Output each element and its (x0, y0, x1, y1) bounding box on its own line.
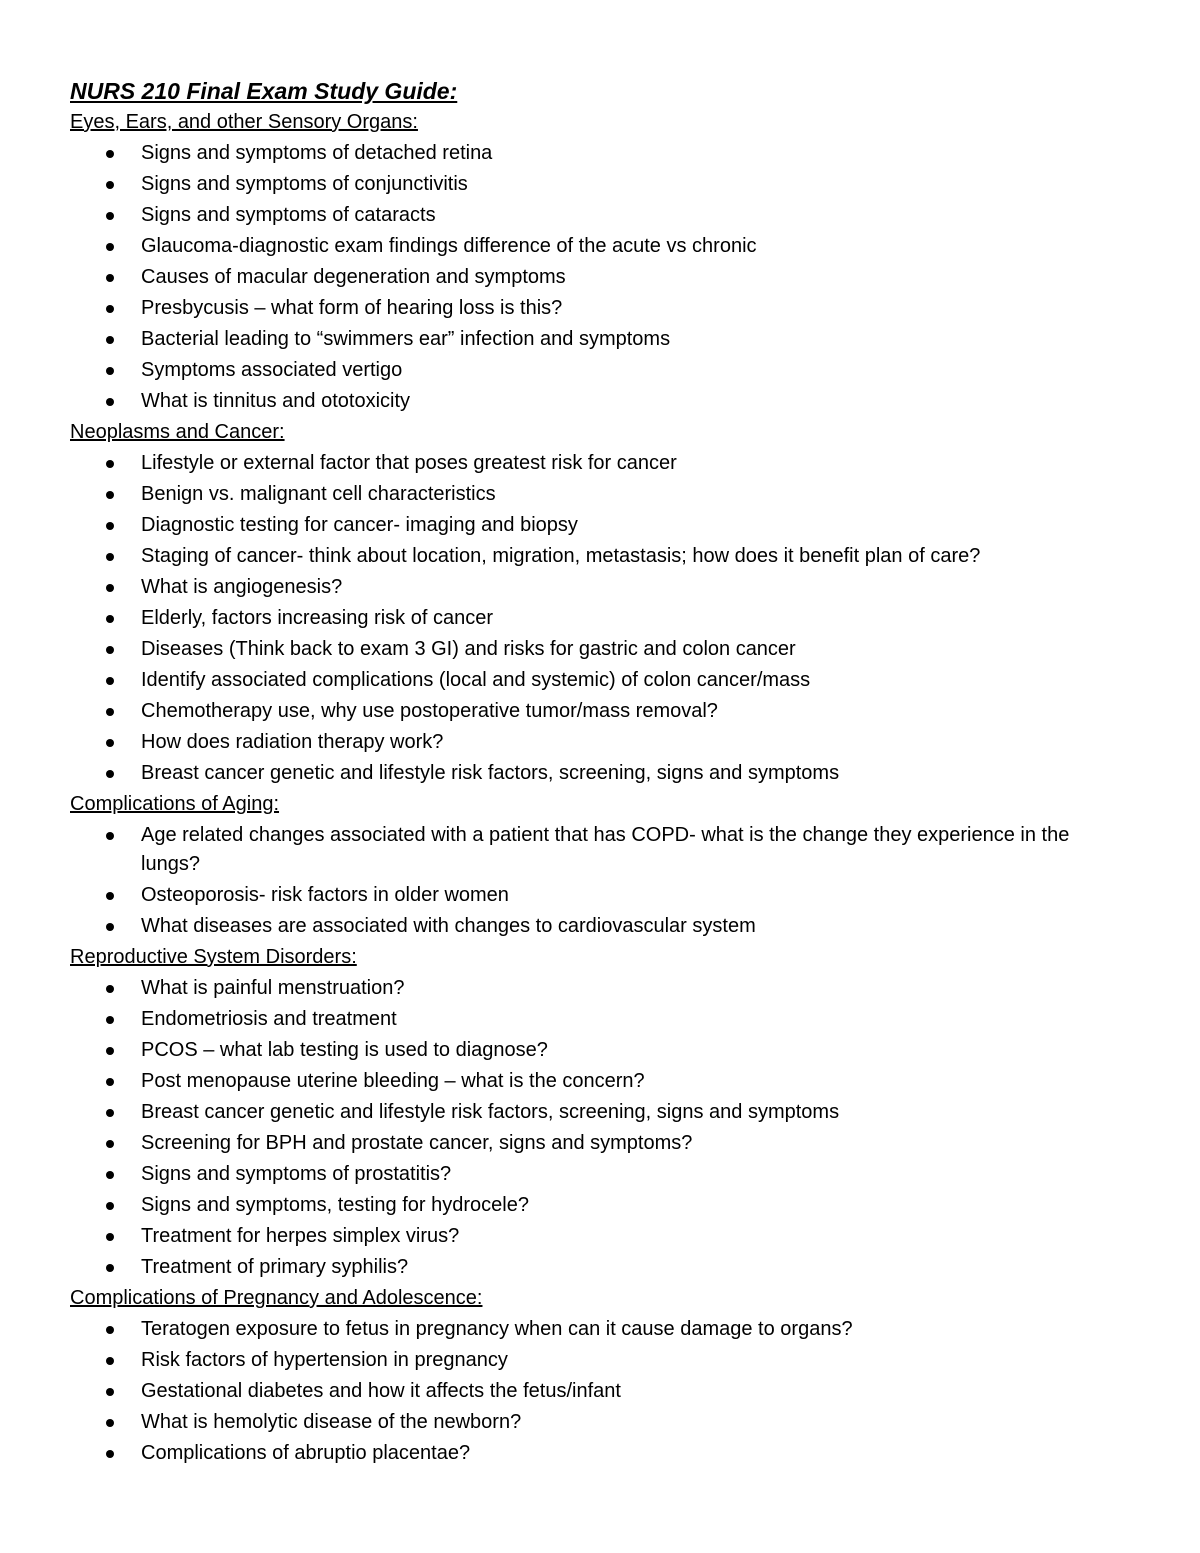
list-item (70, 200, 1130, 231)
bullet-icon (106, 615, 114, 623)
list-item-text: Presbycusis – what form of hearing loss is this? (141, 297, 563, 319)
list-item (70, 880, 1130, 911)
list-item-text: Chemotherapy use, why use postoperative tumor/mass removal? (141, 700, 718, 722)
list-item (70, 665, 1130, 696)
bullet-icon (106, 243, 114, 251)
list-item (70, 1035, 1130, 1066)
section-neoplasms-cancer (70, 417, 1130, 789)
bullet-icon (106, 584, 114, 592)
list-item-text: Diseases (Think back to exam 3 GI) and risks for gastric and colon cancer (141, 638, 796, 660)
bullet-icon (106, 460, 114, 468)
bullet-icon (106, 522, 114, 530)
list-item-text: Benign vs. malignant cell characteristics (141, 483, 496, 505)
list-item-text: Signs and symptoms of detached retina (141, 142, 493, 164)
bullet-icon (106, 491, 114, 499)
bullet-icon (106, 1233, 114, 1241)
section-heading: Reproductive System Disorders: (70, 946, 357, 968)
bullet-list (70, 138, 1130, 417)
bullet-icon (106, 1109, 114, 1117)
list-item (70, 696, 1130, 727)
bullet-icon (106, 646, 114, 654)
bullet-icon (106, 770, 114, 778)
list-item (70, 1159, 1130, 1190)
list-item-text: What is angiogenesis? (141, 576, 343, 598)
bullet-icon (106, 212, 114, 220)
list-item-text: Breast cancer genetic and lifestyle risk factors, screening, signs and symptoms (141, 1101, 840, 1123)
section-pregnancy-adolescence (70, 1283, 1130, 1469)
list-item (70, 1190, 1130, 1221)
document-title: NURS 210 Final Exam Study Guide: (70, 78, 458, 104)
list-item (70, 973, 1130, 1004)
list-item-text: Staging of cancer- think about location, migration, metastasis; how does it benefit plan of care? (141, 545, 981, 567)
list-item (70, 293, 1130, 324)
bullet-list (70, 448, 1130, 789)
bullet-icon (106, 1140, 114, 1148)
bullet-icon (106, 677, 114, 685)
list-item-text: What diseases are associated with changes to cardiovascular system (141, 915, 756, 937)
list-item-text: Signs and symptoms of cataracts (141, 204, 436, 226)
document-page (70, 76, 1130, 1469)
list-item-text: Bacterial leading to “swimmers ear” infection and symptoms (141, 328, 671, 350)
list-item-text: What is painful menstruation? (141, 977, 405, 999)
bullet-icon (106, 1047, 114, 1055)
list-item-text: Endometriosis and treatment (141, 1008, 397, 1030)
list-item (70, 1314, 1130, 1345)
list-item-text: Breast cancer genetic and lifestyle risk factors, screening, signs and symptoms (141, 762, 840, 784)
bullet-icon (106, 1388, 114, 1396)
list-item (70, 1376, 1130, 1407)
list-item (70, 603, 1130, 634)
list-item-text: Signs and symptoms of conjunctivitis (141, 173, 468, 195)
bullet-icon (106, 553, 114, 561)
bullet-icon (106, 398, 114, 406)
bullet-list (70, 1314, 1130, 1469)
list-item (70, 1252, 1130, 1283)
list-item-text: Osteoporosis- risk factors in older women (141, 884, 509, 906)
list-item (70, 572, 1130, 603)
bullet-icon (106, 1450, 114, 1458)
list-item (70, 479, 1130, 510)
bullet-icon (106, 1264, 114, 1272)
list-item-text: Elderly, factors increasing risk of cancer (141, 607, 493, 629)
bullet-icon (106, 892, 114, 900)
list-item (70, 1004, 1130, 1035)
list-item-text: Complications of abruptio placentae? (141, 1442, 471, 1464)
list-item (70, 1221, 1130, 1252)
list-item-text: What is hemolytic disease of the newborn? (141, 1411, 522, 1433)
bullet-icon (106, 1171, 114, 1179)
list-item-text: Treatment for herpes simplex virus? (141, 1225, 460, 1247)
section-heading: Complications of Aging: (70, 793, 280, 815)
bullet-icon (106, 336, 114, 344)
list-item-text: Signs and symptoms of prostatitis? (141, 1163, 452, 1185)
list-item-text: Teratogen exposure to fetus in pregnancy when can it cause damage to organs? (141, 1318, 853, 1340)
bullet-icon (106, 305, 114, 313)
bullet-icon (106, 181, 114, 189)
list-item (70, 541, 1130, 572)
section-reproductive-disorders (70, 942, 1130, 1283)
bullet-icon (106, 274, 114, 282)
list-item (70, 355, 1130, 386)
list-item (70, 231, 1130, 262)
list-item-text: Diagnostic testing for cancer- imaging and biopsy (141, 514, 578, 536)
list-item-text: Post menopause uterine bleeding – what is the concern? (141, 1070, 645, 1092)
list-item-text: Age related changes associated with a patient that has COPD- what is the change they experience in the lungs? (141, 824, 1070, 875)
list-item (70, 262, 1130, 293)
list-item-text: PCOS – what lab testing is used to diagnose? (141, 1039, 548, 1061)
list-item (70, 510, 1130, 541)
list-item (70, 758, 1130, 789)
bullet-icon (106, 367, 114, 375)
section-heading: Complications of Pregnancy and Adolescence: (70, 1287, 483, 1309)
list-item (70, 1128, 1130, 1159)
list-item-text: What is tinnitus and ototoxicity (141, 390, 411, 412)
list-item-text: Symptoms associated vertigo (141, 359, 403, 381)
list-item-text: Risk factors of hypertension in pregnancy (141, 1349, 508, 1371)
list-item-text: Causes of macular degeneration and symptoms (141, 266, 566, 288)
list-item (70, 138, 1130, 169)
list-item (70, 820, 1130, 880)
bullet-icon (106, 739, 114, 747)
list-item-text: Screening for BPH and prostate cancer, signs and symptoms? (141, 1132, 693, 1154)
list-item (70, 324, 1130, 355)
list-item-text: Glaucoma-diagnostic exam findings difference of the acute vs chronic (141, 235, 757, 257)
list-item-text: Lifestyle or external factor that poses greatest risk for cancer (141, 452, 677, 474)
list-item (70, 727, 1130, 758)
list-item (70, 1345, 1130, 1376)
list-item (70, 1407, 1130, 1438)
bullet-icon (106, 708, 114, 716)
list-item-text: Treatment of primary syphilis? (141, 1256, 409, 1278)
bullet-icon (106, 1357, 114, 1365)
section-heading: Eyes, Ears, and other Sensory Organs: (70, 111, 418, 133)
bullet-list (70, 973, 1130, 1283)
section-heading: Neoplasms and Cancer: (70, 421, 285, 443)
bullet-icon (106, 832, 114, 840)
list-item-text: How does radiation therapy work? (141, 731, 444, 753)
bullet-icon (106, 1326, 114, 1334)
list-item-text: Signs and symptoms, testing for hydrocele? (141, 1194, 529, 1216)
list-item (70, 169, 1130, 200)
bullet-list (70, 820, 1130, 942)
list-item (70, 386, 1130, 417)
section-sensory-organs (70, 107, 1130, 417)
section-complications-aging (70, 789, 1130, 942)
list-item (70, 634, 1130, 665)
bullet-icon (106, 1419, 114, 1427)
list-item (70, 1438, 1130, 1469)
bullet-icon (106, 150, 114, 158)
list-item (70, 1097, 1130, 1128)
list-item-text: Identify associated complications (local and systemic) of colon cancer/mass (141, 669, 811, 691)
bullet-icon (106, 1202, 114, 1210)
list-item (70, 1066, 1130, 1097)
bullet-icon (106, 1078, 114, 1086)
list-item (70, 911, 1130, 942)
list-item-text: Gestational diabetes and how it affects the fetus/infant (141, 1380, 621, 1402)
bullet-icon (106, 923, 114, 931)
list-item (70, 448, 1130, 479)
bullet-icon (106, 1016, 114, 1024)
bullet-icon (106, 985, 114, 993)
